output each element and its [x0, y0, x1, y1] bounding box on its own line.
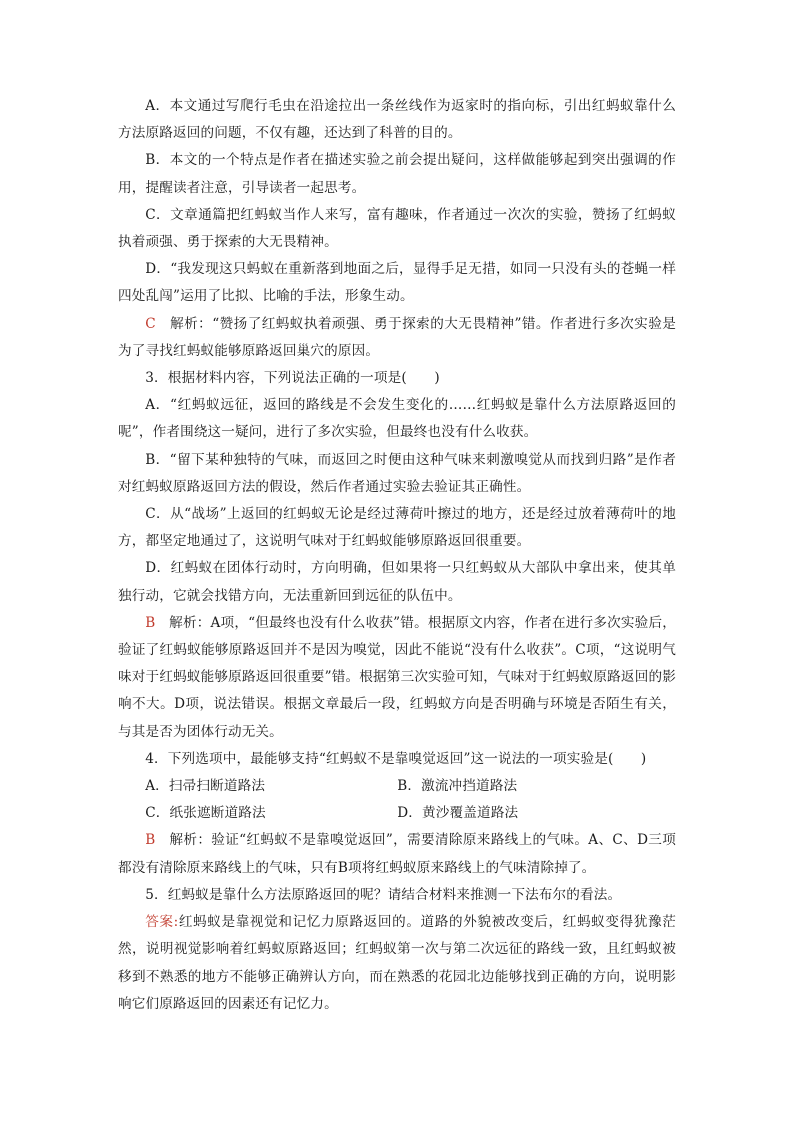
- q4-stem: 4．下列选项中，最能够支持“红蚂蚁不是靠嗅觉返回”这一说法的一项实验是( ): [145, 750, 647, 767]
- q4-option-d: D．黄沙覆盖道路法: [397, 805, 519, 822]
- q4-answer-letter: B: [145, 832, 156, 849]
- q4-options-row-2: [118, 800, 676, 827]
- q4-option-a: A．扫帚扫断道路法: [145, 778, 266, 795]
- q4-analysis: [118, 827, 676, 881]
- q3-option-d: D．红蚂蚁在团体行动时，方向明确，但如果将一只红蚂蚁从大部队中拿出来，使其单独行动，它就会找错方向，无法重新回到远征的队伍中。: [118, 560, 676, 604]
- q2-option-a: A．本文通过写爬行毛虫在沿途拉出一条丝线作为返家时的指向标，引出红蚂蚁靠什么方法原路返回的问题，不仅有趣，还达到了科普的目的。: [118, 98, 676, 142]
- q2-answer-letter: C: [145, 315, 156, 332]
- q5-stem: 5．红蚂蚁是靠什么方法原路返回的呢？请结合材料来推测一下法布尔的看法。: [145, 886, 622, 903]
- q4-option-b: B．激流冲挡道路法: [397, 778, 518, 795]
- q5-answer-label: 答案:: [145, 914, 179, 931]
- q2-analysis-text: 解析：“赞扬了红蚂蚁执着顽强、勇于探索的大无畏精神”错。作者进行多次实验是为了寻找红蚂蚁能够原路返回巢穴的原因。: [118, 315, 676, 359]
- q2-option-c: C．文章通篇把红蚂蚁当作人来写，富有趣味，作者通过一次次的实验，赞扬了红蚂蚁执着顽强、勇于探索的大无畏精神。: [118, 206, 676, 251]
- q3-analysis: [118, 610, 676, 746]
- q5-answer: [118, 909, 676, 1018]
- q3-analysis-text: 解析：A项，“但最终也没有什么收获”错。根据原文内容，作者在进行多次实验后，验证了红蚂蚁能够原路返回并不是因为嗅觉，因此不能说“没有什么收获”。C项，“这说明气味对于红蚂蚁能够原路返回很重要”错。根据第三次实验可知，气味对于红蚂蚁原路返回的影响不大。D项，说法错误。根据文章最后一段，红蚂蚁方向是否明确与环境是否陌生有关，与其是否为团体行动无关。: [118, 614, 676, 740]
- q4-options-row-1: [118, 773, 676, 800]
- q2-analysis: [118, 311, 676, 365]
- q3-answer-letter: B: [145, 614, 156, 631]
- q3-option-c: C．从“战场”上返回的红蚂蚁无论是经过薄荷叶擦过的地方，还是经过放着薄荷叶的地方，都坚定地通过了，这说明气味对于红蚂蚁能够原路返回很重要。: [118, 506, 676, 550]
- q3-option-a: A．“红蚂蚁远征，返回的路线是不会发生变化的……红蚂蚁是靠什么方法原路返回的呢”，作者围绕这一疑问，进行了多次实验，但最终也没有什么收获。: [118, 397, 676, 441]
- q4-option-c: C．纸张遮断道路法: [145, 805, 266, 822]
- q5-answer-text: 红蚂蚁是靠视觉和记忆力原路返回的。道路的外貌被改变后，红蚂蚁变得犹豫茫然，说明视觉影响着红蚂蚁原路返回；红蚂蚁第一次与第二次远征的路线一致，且红蚂蚁被移到不熟悉的地方不能够正确辨认方向，而在熟悉的花园北边能够找到正确的方向，说明影响它们原路返回的因素还有记忆力。: [118, 914, 677, 1012]
- q4-analysis-text: 解析：验证“红蚂蚁不是靠嗅觉返回”，需要清除原来路线上的气味。A、C、D三项都没有清除原来路线上的气味，只有B项将红蚂蚁原来路线上的气味清除掉了。: [118, 832, 676, 876]
- q3-option-b: B．“留下某种独特的气味，而返回之时便由这种气味来刺激嗅觉从而找到归路”是作者对红蚂蚁原路返回方法的假设，然后作者通过实验去验证其正确性。: [118, 451, 676, 495]
- q2-option-d: D．“我发现这只蚂蚁在重新落到地面之后，显得手足无措，如同一只没有头的苍蝇一样四处乱闯”运用了比拟、比喻的手法，形象生动。: [118, 261, 676, 305]
- q2-option-b: B．本文的一个特点是作者在描述实验之前会提出疑问，这样做能够起到突出强调的作用，提醒读者注意，引导读者一起思考。: [118, 152, 676, 196]
- q3-stem: 3．根据材料内容，下列说法正确的一项是( ): [145, 370, 440, 387]
